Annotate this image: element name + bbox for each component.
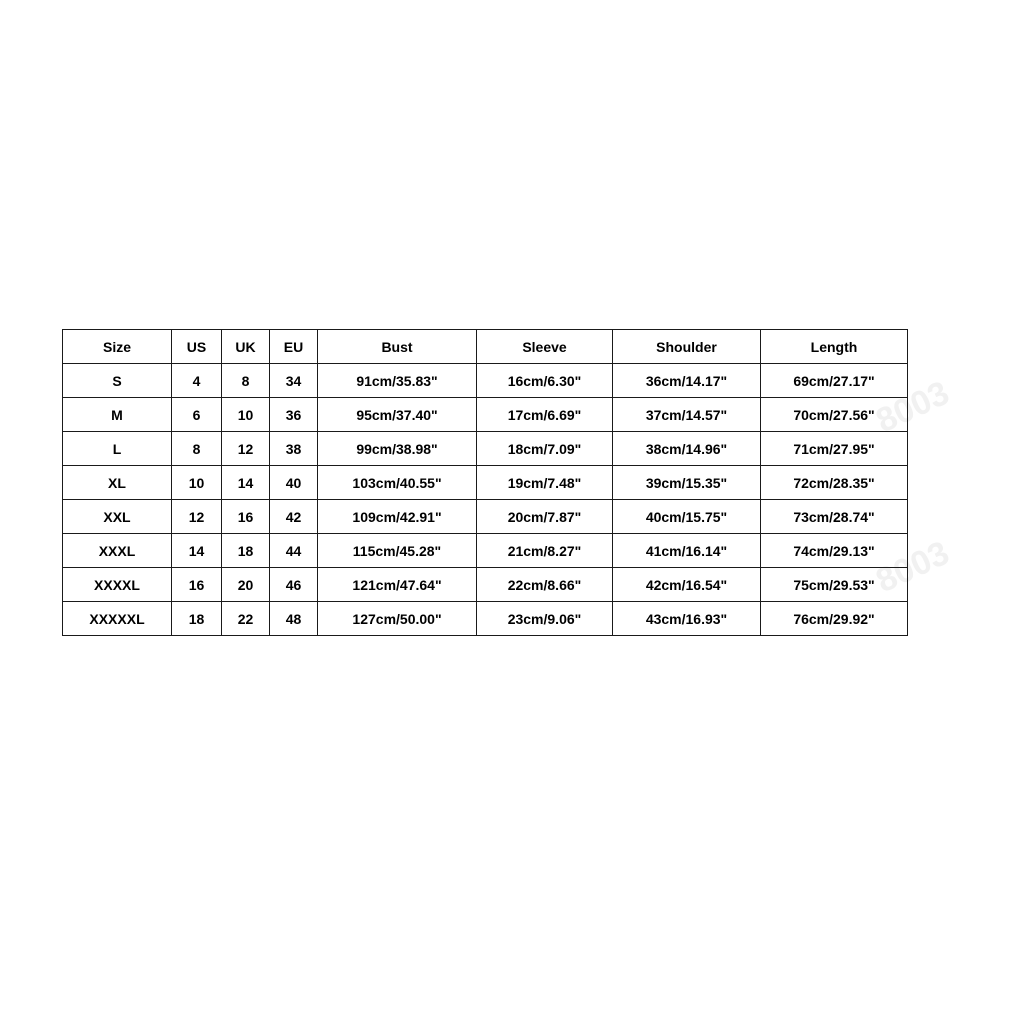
cell-uk: 12 xyxy=(222,432,270,466)
cell-shoulder: 40cm/15.75" xyxy=(613,500,761,534)
cell-length: 76cm/29.92" xyxy=(761,602,908,636)
cell-size: M xyxy=(63,398,172,432)
cell-size: XXL xyxy=(63,500,172,534)
size-chart-table xyxy=(62,329,908,636)
cell-length: 73cm/28.74" xyxy=(761,500,908,534)
cell-sleeve: 20cm/7.87" xyxy=(477,500,613,534)
cell-us: 16 xyxy=(172,568,222,602)
cell-us: 12 xyxy=(172,500,222,534)
cell-eu: 40 xyxy=(270,466,318,500)
cell-eu: 48 xyxy=(270,602,318,636)
cell-uk: 8 xyxy=(222,364,270,398)
cell-bust: 95cm/37.40" xyxy=(318,398,477,432)
cell-us: 8 xyxy=(172,432,222,466)
cell-bust: 127cm/50.00" xyxy=(318,602,477,636)
cell-length: 75cm/29.53" xyxy=(761,568,908,602)
header-uk: UK xyxy=(222,330,270,364)
cell-bust: 91cm/35.83" xyxy=(318,364,477,398)
cell-eu: 34 xyxy=(270,364,318,398)
cell-bust: 99cm/38.98" xyxy=(318,432,477,466)
table-header-row xyxy=(63,330,908,364)
header-shoulder: Shoulder xyxy=(613,330,761,364)
cell-sleeve: 23cm/9.06" xyxy=(477,602,613,636)
table-row xyxy=(63,432,908,466)
cell-shoulder: 43cm/16.93" xyxy=(613,602,761,636)
cell-length: 72cm/28.35" xyxy=(761,466,908,500)
cell-uk: 18 xyxy=(222,534,270,568)
cell-sleeve: 22cm/8.66" xyxy=(477,568,613,602)
cell-shoulder: 37cm/14.57" xyxy=(613,398,761,432)
watermark: 8003 xyxy=(870,533,955,601)
cell-us: 14 xyxy=(172,534,222,568)
cell-uk: 14 xyxy=(222,466,270,500)
header-size: Size xyxy=(63,330,172,364)
table-row xyxy=(63,466,908,500)
table-row xyxy=(63,534,908,568)
cell-eu: 42 xyxy=(270,500,318,534)
cell-length: 71cm/27.95" xyxy=(761,432,908,466)
cell-size: XXXL xyxy=(63,534,172,568)
cell-size: S xyxy=(63,364,172,398)
cell-shoulder: 42cm/16.54" xyxy=(613,568,761,602)
cell-bust: 121cm/47.64" xyxy=(318,568,477,602)
table-row xyxy=(63,364,908,398)
cell-bust: 109cm/42.91" xyxy=(318,500,477,534)
header-length: Length xyxy=(761,330,908,364)
cell-shoulder: 38cm/14.96" xyxy=(613,432,761,466)
cell-uk: 20 xyxy=(222,568,270,602)
cell-length: 70cm/27.56" xyxy=(761,398,908,432)
cell-eu: 36 xyxy=(270,398,318,432)
cell-length: 69cm/27.17" xyxy=(761,364,908,398)
cell-length: 74cm/29.13" xyxy=(761,534,908,568)
cell-bust: 103cm/40.55" xyxy=(318,466,477,500)
cell-sleeve: 16cm/6.30" xyxy=(477,364,613,398)
table-row xyxy=(63,398,908,432)
cell-shoulder: 36cm/14.17" xyxy=(613,364,761,398)
cell-us: 6 xyxy=(172,398,222,432)
header-bust: Bust xyxy=(318,330,477,364)
cell-size: XXXXXL xyxy=(63,602,172,636)
header-us: US xyxy=(172,330,222,364)
cell-us: 10 xyxy=(172,466,222,500)
cell-sleeve: 18cm/7.09" xyxy=(477,432,613,466)
cell-size: L xyxy=(63,432,172,466)
watermark: 8003 xyxy=(870,373,955,441)
header-eu: EU xyxy=(270,330,318,364)
cell-uk: 10 xyxy=(222,398,270,432)
cell-uk: 16 xyxy=(222,500,270,534)
cell-uk: 22 xyxy=(222,602,270,636)
cell-eu: 38 xyxy=(270,432,318,466)
table-row xyxy=(63,500,908,534)
cell-us: 18 xyxy=(172,602,222,636)
header-sleeve: Sleeve xyxy=(477,330,613,364)
cell-eu: 44 xyxy=(270,534,318,568)
cell-shoulder: 41cm/16.14" xyxy=(613,534,761,568)
cell-eu: 46 xyxy=(270,568,318,602)
table-row xyxy=(63,568,908,602)
cell-sleeve: 21cm/8.27" xyxy=(477,534,613,568)
cell-us: 4 xyxy=(172,364,222,398)
cell-sleeve: 17cm/6.69" xyxy=(477,398,613,432)
cell-bust: 115cm/45.28" xyxy=(318,534,477,568)
cell-size: XXXXL xyxy=(63,568,172,602)
cell-size: XL xyxy=(63,466,172,500)
cell-shoulder: 39cm/15.35" xyxy=(613,466,761,500)
table-row xyxy=(63,602,908,636)
cell-sleeve: 19cm/7.48" xyxy=(477,466,613,500)
